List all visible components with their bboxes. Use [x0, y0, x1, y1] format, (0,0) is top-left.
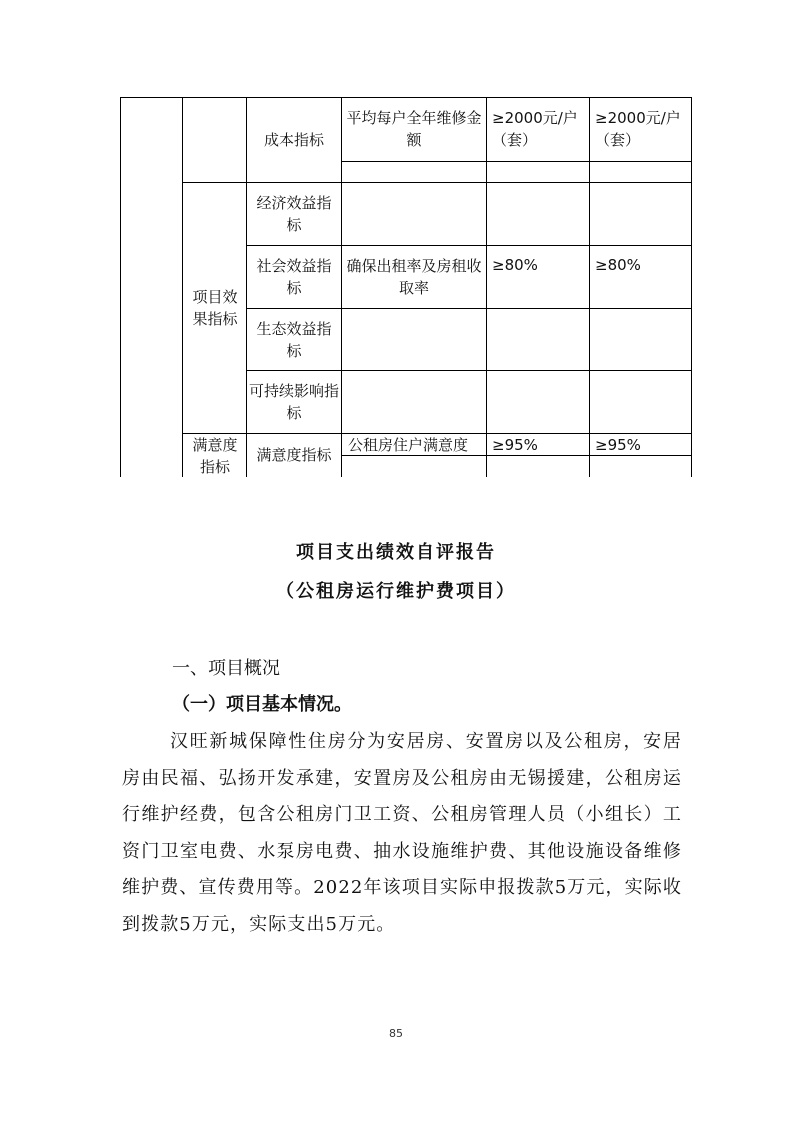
table-border: [341, 97, 342, 477]
table-border: [120, 97, 692, 98]
table-cell-level3: 可持续影响指标: [248, 382, 339, 422]
table-cell-level2: 满意度指标: [192, 436, 238, 476]
table-cell-actual: ≥95%: [595, 435, 641, 454]
table-border: [486, 97, 487, 477]
table-cell-target: ≥80%: [492, 256, 538, 274]
table-cell-level3: 生态效益指标: [256, 319, 332, 360]
table-cell-target: ≥95%: [492, 435, 538, 454]
subsection-heading: （一）项目基本情况。: [172, 694, 352, 715]
table-border: [341, 161, 692, 162]
report-subtitle: （公租房运行维护费项目）: [276, 581, 516, 602]
table-cell-target: ≥2000元/户（套）: [492, 109, 578, 149]
performance-indicator-table: [0, 0, 792, 480]
table-cell-level3: 社会效益指标: [256, 257, 332, 297]
report-title: 项目支出绩效自评报告: [296, 542, 496, 563]
section-heading: 一、项目概况: [172, 658, 280, 679]
table-cell-indicator: 确保出租率及房租收取率: [346, 257, 482, 297]
table-cell-level3: 经济效益指标: [256, 194, 332, 234]
table-cell-level2: 项目效果指标: [192, 288, 238, 328]
table-cell-indicator: 公租房住户满意度: [348, 435, 469, 454]
table-cell-indicator: 平均每户全年维修金额: [346, 109, 482, 149]
table-cell-actual: ≥2000元/户（套）: [595, 109, 681, 149]
table-cell-level3: 成本指标: [263, 131, 324, 149]
table-border: [120, 97, 121, 477]
page-number: 85: [389, 1027, 403, 1040]
table-border: [691, 97, 692, 477]
body-paragraph: 汉旺新城保障性住房分为安居房、安置房以及公租房，安居房由民福、弘扬开发承建，安置房及公租房由无锡援建，公租房运行维护经费，包含公租房门卫工资、公租房管理人员（小组长）工资门卫室电费、水泵房电费、抽水设施维护费、其他设施设备维修维护费、宣传费用等。2022年该项目实际申报拨款5万元，实际收到拨款5万元，实际支出5万元。: [122, 731, 682, 935]
table-border: [589, 97, 590, 477]
table-border: [182, 97, 183, 477]
table-cell-actual: ≥80%: [595, 256, 641, 274]
table-cell-level3: 满意度指标: [256, 446, 332, 464]
